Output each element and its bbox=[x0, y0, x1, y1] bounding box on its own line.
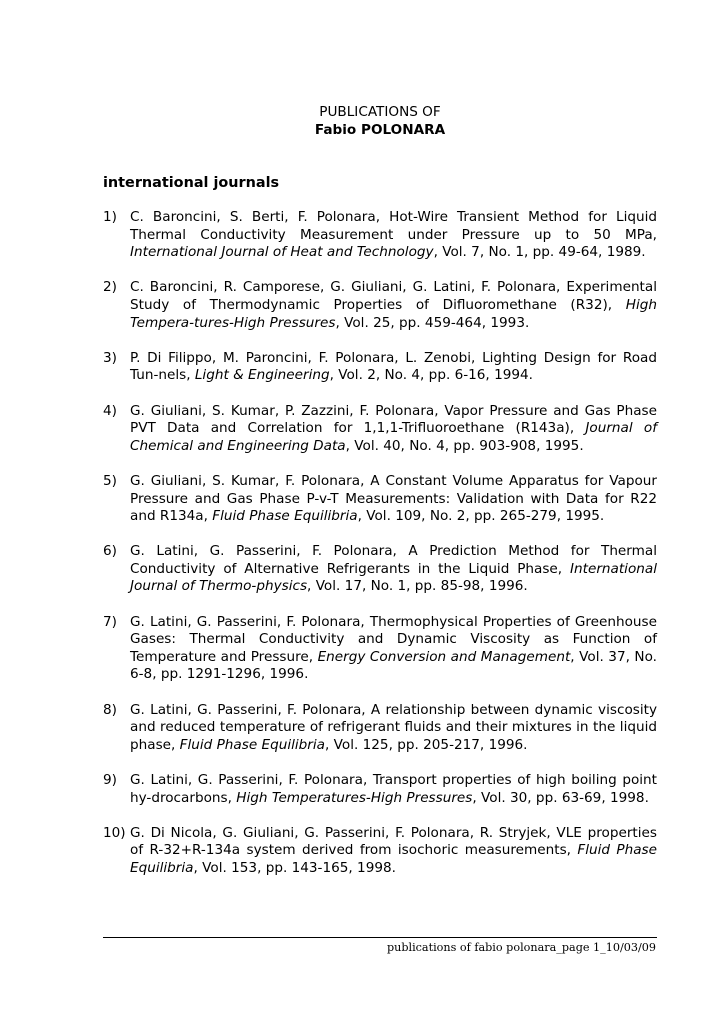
publication-journal: Fluid Phase Equilibria bbox=[179, 736, 326, 753]
publication-item bbox=[103, 350, 657, 385]
publication-authors-title: G. Giuliani, S. Kumar, F. Polonara, A Constant Volume Apparatus for Vapour Pressure and Gas Phase P-v-T Measurements: Validation with Data for R22 and R134a, bbox=[130, 472, 657, 525]
publication-details: , Vol. 17, No. 1, pp. 85-98, 1996. bbox=[307, 578, 528, 595]
section-heading: international journals bbox=[103, 175, 280, 191]
header-author-name: Fabio POLONARA bbox=[314, 122, 446, 138]
publication-authors-title: G. Latini, G. Passerini, F. Polonara, Transport properties of high boiling point hy-drocarbons, bbox=[130, 772, 657, 806]
publication-number: 4) bbox=[103, 402, 117, 419]
publication-number: 8) bbox=[103, 701, 117, 718]
publication-authors-title: G. Di Nicola, G. Giuliani, G. Passerini, F. Polonara, R. Stryjek, VLE properties of R-32+R-134a system derived from isochoric measurements, bbox=[130, 824, 657, 859]
publication-details: , Vol. 109, No. 2, pp. 265-279, 1995. bbox=[357, 508, 605, 525]
publication-number: 2) bbox=[103, 279, 117, 296]
publication-journal: Energy Conversion and Management bbox=[317, 648, 571, 665]
publication-journal: High Tempera-tures-High Pressures bbox=[130, 296, 657, 331]
publication-details: , Vol. 25, pp. 459-464, 1993. bbox=[335, 314, 530, 331]
publication-journal: Journal of Chemical and Engineering Data bbox=[130, 420, 657, 454]
publication-item bbox=[103, 279, 657, 332]
publication-details: , Vol. 40, No. 4, pp. 903-908, 1995. bbox=[345, 437, 584, 454]
publication-item bbox=[103, 614, 657, 684]
publication-item bbox=[103, 473, 657, 526]
publication-number: 7) bbox=[103, 613, 117, 630]
header-title: PUBLICATIONS OF bbox=[319, 104, 441, 120]
footer-text: publications of fabio polonara_page 1_10/03/09 bbox=[386, 941, 656, 954]
publication-authors-title: G. Latini, G. Passerini, F. Polonara, A relationship between dynamic viscosity and reduced temperature of refrigerant fluids and their mixtures in the liquid phase, bbox=[130, 701, 657, 753]
publication-journal: Fluid Phase Equilibria bbox=[130, 842, 658, 876]
publication-number: 3) bbox=[103, 349, 117, 366]
publication-number: 1) bbox=[103, 209, 117, 225]
publication-item bbox=[103, 825, 657, 878]
publication-journal: International Journal of Thermo-physics bbox=[130, 560, 657, 595]
publication-journal: International Journal of Heat and Technology bbox=[130, 244, 434, 261]
publication-list bbox=[103, 209, 657, 895]
publication-item bbox=[103, 209, 657, 262]
publication-journal: Light & Engineering bbox=[194, 367, 330, 384]
publication-details: , Vol. 153, pp. 143-165, 1998. bbox=[193, 859, 396, 876]
publication-authors-title: G. Latini, G. Passerini, F. Polonara, Thermophysical Properties of Greenhouse Gases: Thermal Conductivity and Dynamic Viscosity as Function of Temperature and Pressure, bbox=[130, 613, 657, 665]
document-header bbox=[0, 103, 724, 139]
publication-number: 10) bbox=[103, 824, 126, 841]
publication-number: 6) bbox=[103, 543, 117, 560]
publication-item bbox=[103, 403, 657, 456]
publication-authors-title: C. Baroncini, S. Berti, F. Polonara, Hot-Wire Transient Method for Liquid Thermal Conductivity Measurement under Pressure up to 50 MPa, bbox=[130, 209, 657, 243]
publication-authors-title: G. Latini, G. Passerini, F. Polonara, A Prediction Method for Thermal Conductivity of Alternative Refrigerants in the Liquid Phase, bbox=[130, 543, 657, 577]
footer-divider bbox=[103, 937, 657, 938]
publication-number: 5) bbox=[103, 472, 117, 489]
publication-item bbox=[103, 772, 657, 807]
publication-journal: Fluid Phase Equilibria bbox=[212, 508, 358, 525]
publication-details: , Vol. 37, No. 6-8, pp. 1291-1296, 1996. bbox=[130, 648, 657, 683]
publication-details: , Vol. 7, No. 1, pp. 49-64, 1989. bbox=[433, 244, 646, 261]
publication-item bbox=[103, 543, 657, 596]
publication-details: , Vol. 2, No. 4, pp. 6-16, 1994. bbox=[329, 367, 533, 384]
publication-journal: High Temperatures-High Pressures bbox=[236, 789, 473, 806]
publication-details: , Vol. 30, pp. 63-69, 1998. bbox=[472, 789, 649, 806]
publication-authors-title: G. Giuliani, S. Kumar, P. Zazzini, F. Polonara, Vapor Pressure and Gas Phase PVT Data and Correlation for 1,1,1-Trifluoroethane (R143a), bbox=[130, 402, 657, 437]
publication-number: 9) bbox=[103, 772, 117, 788]
publication-details: , Vol. 125, pp. 205-217, 1996. bbox=[325, 736, 528, 753]
publication-item bbox=[103, 702, 657, 755]
publication-authors-title: P. Di Filippo, M. Paroncini, F. Polonara, L. Zenobi, Lighting Design for Road Tun-nels, bbox=[130, 349, 657, 384]
publication-authors-title: C. Baroncini, R. Camporese, G. Giuliani, G. Latini, F. Polonara, Experimental Study of Thermodynamic Properties of Difluoromethane (R32), bbox=[130, 279, 657, 313]
